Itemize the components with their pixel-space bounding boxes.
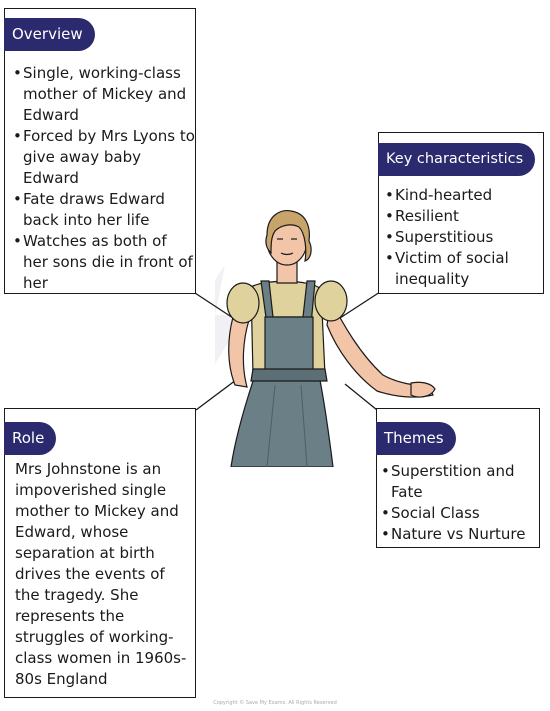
themes-list — [379, 461, 539, 545]
overview-item: • Forced by Mrs Lyons to give away baby Edward — [11, 126, 195, 189]
characteristics-item: • Kind-hearted — [383, 185, 543, 206]
role-heading: Role — [4, 422, 56, 455]
characteristics-item: • Resilient — [383, 206, 543, 227]
characteristics-item: • Victim of social inequality — [383, 248, 543, 290]
overview-item: • Fate draws Edward back into her life — [11, 189, 195, 231]
characteristics-item: • Superstitious — [383, 227, 543, 248]
overview-heading: Overview — [4, 18, 95, 51]
themes-item: • Social Class — [379, 503, 539, 524]
copyright-footer: Copyright © Save My Exams. All Rights Reserved — [213, 700, 337, 706]
characteristics-list — [383, 185, 543, 290]
overview-item: • Single, working-class mother of Mickey and Edward — [11, 63, 195, 126]
themes-item: • Nature vs Nurture — [379, 524, 539, 545]
characteristics-heading: Key characteristics — [378, 143, 535, 176]
role-text: Mrs Johnstone is an impoverished single mother to Mickey and Edward, whose separation at birth drives the events of the tragedy. She represents the struggles of working-class women in 1960s-80s England — [15, 460, 187, 688]
overview-item: • Watches as both of her sons die in front of her — [11, 231, 195, 294]
themes-heading: Themes — [376, 422, 456, 455]
overview-list — [11, 63, 195, 294]
themes-item: • Superstition and Fate — [379, 461, 539, 503]
